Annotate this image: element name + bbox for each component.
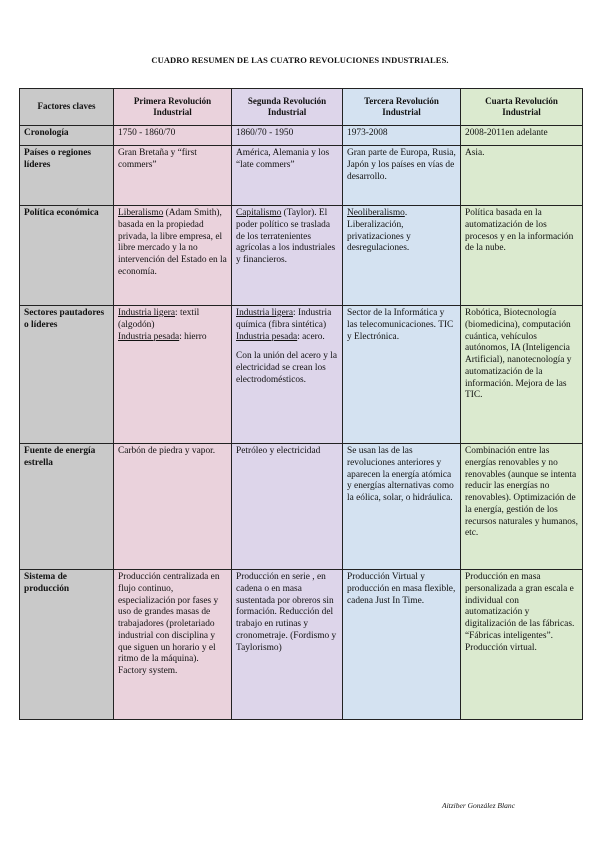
cell: Carbón de piedra y vapor.: [114, 444, 232, 570]
row-cronologia: [20, 126, 583, 146]
cell-text: . Liberalización, privatizaciones y desregulaciones.: [347, 208, 411, 254]
cell: Producción Virtual y producción en masa flexible, cadena Just In Time.: [343, 570, 461, 720]
cell: 1860/70 - 1950: [232, 126, 343, 146]
cell: Producción centralizada en flujo continuo, especialización por fases y uso de grandes masas de trabajadores (proletariado industrial con disciplina y que siguen un horario y el ritmo de la máquina). Factory system.: [114, 570, 232, 720]
row-label: Países o regiones líderes: [20, 146, 114, 206]
cell-text: : Industria química (fibra sintética): [236, 308, 332, 330]
summary-table: [19, 88, 583, 720]
table-header-row: [20, 89, 583, 126]
cell: Combinación entre las energías renovables y no renovables (aunque se intenta reducir las energías no renovables). Optimización de la energía, gestión de los recursos naturales y humanos, etc.: [461, 444, 583, 570]
header-cuarta: Cuarta Revolución Industrial: [461, 89, 583, 126]
cell: América, Alemania y los “late commers”: [232, 146, 343, 206]
header-primera: Primera Revolución Industrial: [114, 89, 232, 126]
document-title: CUADRO RESUMEN DE LAS CUATRO REVOLUCIONES INDUSTRIALES.: [151, 55, 449, 65]
cell-text: : hierro: [179, 331, 207, 342]
cell: [232, 306, 343, 444]
cell: 1750 - 1860/70: [114, 126, 232, 146]
underlined-term: Industria pesada: [118, 331, 180, 342]
cell: [114, 306, 232, 444]
cell: 2008-2011en adelante: [461, 126, 583, 146]
row-label: Sistema de producción: [20, 570, 114, 720]
cell: Robótica, Biotecnología (biomedicina), computación cuántica, vehículos autónomos, IA (Inteligencia Artificial), nanotecnología y automatización de la información. Mejora de las TIC.: [461, 306, 583, 444]
cell: Gran parte de Europa, Rusia, Japón y los países en vías de desarrollo.: [343, 146, 461, 206]
cell: [114, 206, 232, 306]
row-label: Fuente de energía estrella: [20, 444, 114, 570]
row-sectores: [20, 306, 583, 444]
cell-text: (Adam Smith), basada en la propiedad privada, la libre empresa, el libre mercado y la no intervención del Estado en la economía.: [118, 208, 227, 277]
cell-text: : acero.: [297, 331, 325, 342]
cell: Producción en masa personalizada a gran escala e individual con automatización y digitalización de las fábricas. “Fábricas inteligentes”. Producción virtual.: [461, 570, 583, 720]
underlined-term: Industria pesada: [236, 331, 298, 342]
cell: Producción en serie , en cadena o en masa sustentada por obreros sin formación. Reducción del trabajo en rutinas y cronometraje. (Fordismo y Taylorismo): [232, 570, 343, 720]
row-paises: [20, 146, 583, 206]
row-label: Sectores pautadores o líderes: [20, 306, 114, 444]
row-politica: [20, 206, 583, 306]
cell-text: : textil (algodón): [118, 308, 200, 330]
cell: Petróleo y electricidad: [232, 444, 343, 570]
header-factores: Factores claves: [20, 89, 114, 126]
cell: Se usan las de las revoluciones anteriores y aparecen la energía atómica y energías alternativas como la eólica, solar, o hidráulica.: [343, 444, 461, 570]
underlined-term: Liberalismo: [118, 208, 164, 218]
underlined-term: Capitalismo: [236, 208, 282, 218]
row-produccion: [20, 570, 583, 720]
row-label: Política económica: [20, 206, 114, 306]
cell: Gran Bretaña y “first commers”: [114, 146, 232, 206]
cell-text: Con la unión del acero y la electricidad se crean los electrodomésticos.: [236, 351, 338, 385]
underlined-term: Neoliberalismo: [347, 208, 405, 218]
header-tercera: Tercera Revolución Industrial: [343, 89, 461, 126]
cell-text: (Taylor). El poder político se traslada de los terratenientes agrícolas a los industriales y financieros.: [236, 208, 336, 265]
underlined-term: Industria ligera: [118, 308, 176, 318]
cell: 1973-2008: [343, 126, 461, 146]
cell: Sector de la Informática y las telecomunicaciones. TIC y Electrónica.: [343, 306, 461, 444]
row-label: Cronología: [20, 126, 114, 146]
header-segunda: Segunda Revolución Industrial: [232, 89, 343, 126]
underlined-term: Industria ligera: [236, 308, 294, 318]
row-energia: [20, 444, 583, 570]
cell: Política basada en la automatización de los procesos y en la información de la nube.: [461, 206, 583, 306]
cell: Asia.: [461, 146, 583, 206]
cell: [232, 206, 343, 306]
cell: [343, 206, 461, 306]
author-signature: Aitziber González Blanc: [442, 801, 515, 810]
